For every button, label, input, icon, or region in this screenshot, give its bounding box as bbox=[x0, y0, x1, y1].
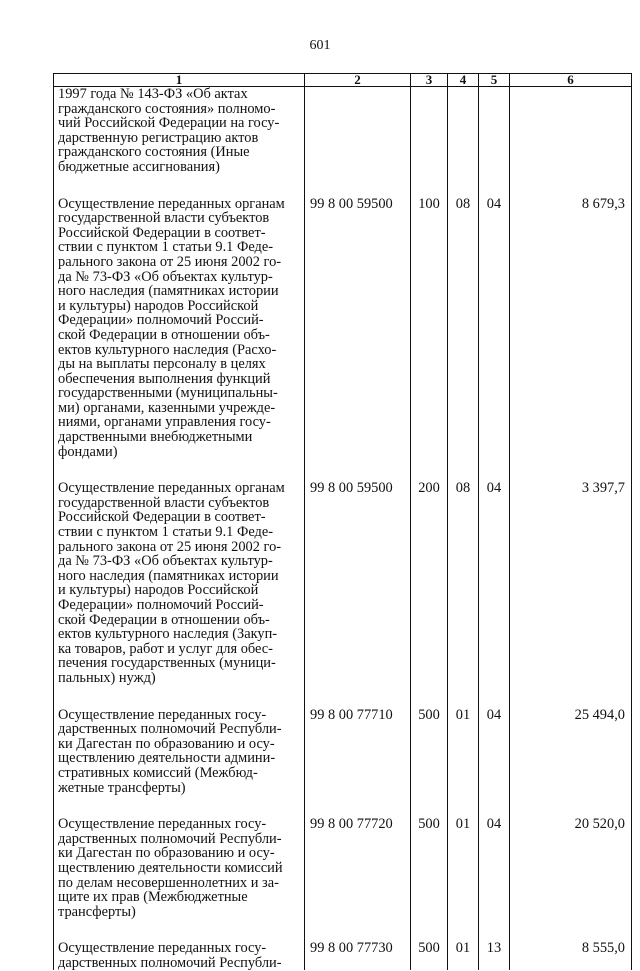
spacer-cell bbox=[411, 795, 448, 817]
expense-name-line: стративных комиссий (Межбюд- bbox=[58, 764, 258, 781]
expense-name-line: рального закона от 25 июня 2002 го- bbox=[58, 253, 282, 270]
expense-name-line: Федерации» полномочий Россий- bbox=[58, 597, 264, 613]
expense-name-line: трансферты) bbox=[58, 903, 136, 920]
spacer-cell bbox=[448, 686, 479, 708]
expense-name-line: ми) органами, казенными учрежде- bbox=[58, 399, 276, 416]
spacer-cell bbox=[479, 175, 510, 197]
table-row bbox=[54, 708, 632, 796]
table-row bbox=[54, 87, 632, 175]
expense-name-line: пальных) нужд) bbox=[58, 669, 156, 686]
spacer-cell bbox=[510, 686, 632, 708]
expense-name-cell bbox=[54, 817, 305, 919]
column-header-6: 6 bbox=[510, 74, 632, 87]
expense-name-line: ки Дагестан по образованию и осу- bbox=[58, 735, 275, 752]
expense-name-line: Российской Федерации в соответ- bbox=[58, 509, 266, 526]
program-code-cell: 99 8 00 59500 bbox=[305, 481, 411, 685]
expense-name-line: обеспечения выполнения функций bbox=[58, 370, 271, 387]
expense-name-line: 1997 года № 143-ФЗ «Об актах bbox=[58, 86, 248, 102]
spacer-cell bbox=[305, 175, 411, 197]
amount-cell: 20 520,0 bbox=[510, 817, 632, 919]
spacer-cell bbox=[510, 795, 632, 817]
spacer-cell bbox=[54, 795, 305, 817]
spacer-cell bbox=[448, 175, 479, 197]
expense-type-cell: 500 bbox=[411, 817, 448, 919]
expense-name-line: ки Дагестан по образованию и осу- bbox=[58, 845, 275, 862]
expense-name-line: Осуществление переданных госу- bbox=[58, 706, 267, 723]
spacer-cell bbox=[510, 459, 632, 481]
expense-name-line: печения государственных (муници- bbox=[58, 655, 276, 672]
section-cell: 01 bbox=[448, 941, 479, 970]
table-row bbox=[54, 481, 632, 685]
expense-name-line: ектов культурного наследия (Расхо- bbox=[58, 341, 277, 358]
spacer-cell bbox=[54, 919, 305, 941]
row-spacer bbox=[54, 175, 632, 197]
expense-name-line: государственной власти субъектов bbox=[58, 494, 270, 511]
budget-table bbox=[53, 73, 632, 970]
table-row bbox=[54, 197, 632, 460]
expense-name-cell bbox=[54, 941, 305, 970]
expense-name-line: гражданского состояния (Иные bbox=[58, 144, 250, 161]
expense-name-line: ской Федерации в отношении объ- bbox=[58, 611, 270, 628]
spacer-cell bbox=[305, 795, 411, 817]
expense-name-line: ниями, органами управления госу- bbox=[58, 414, 271, 431]
expense-name-line: Осуществление переданных госу- bbox=[58, 940, 267, 957]
expense-name-line: ного наследия (памятниках истории bbox=[58, 283, 279, 300]
subsection-cell: 13 bbox=[479, 941, 510, 970]
spacer-cell bbox=[411, 919, 448, 941]
subsection-cell bbox=[479, 87, 510, 175]
expense-name-cell bbox=[54, 87, 305, 175]
expense-name-line: да № 73-ФЗ «Об объектах культур- bbox=[58, 268, 273, 285]
table-row bbox=[54, 941, 632, 970]
expense-name-line: гражданского состояния» полномо- bbox=[58, 100, 276, 117]
expense-name-line: и культуры) народов Российской bbox=[58, 582, 259, 599]
expense-name-line: ствии с пунктом 1 статьи 9.1 Феде- bbox=[58, 524, 274, 541]
expense-name-line: жетные трансферты) bbox=[58, 779, 186, 796]
spacer-cell bbox=[305, 686, 411, 708]
expense-name-line: дарственную регистрацию актов bbox=[58, 129, 259, 146]
section-cell: 01 bbox=[448, 817, 479, 919]
spacer-cell bbox=[54, 686, 305, 708]
expense-name-line: да № 73-ФЗ «Об объектах культур- bbox=[58, 553, 273, 570]
expense-name-line: ектов культурного наследия (Закуп- bbox=[58, 626, 278, 643]
expense-name-line: Осуществление переданных органам bbox=[58, 480, 285, 497]
subsection-cell: 04 bbox=[479, 708, 510, 796]
expense-name-line: ка товаров, работ и услуг для обес- bbox=[58, 640, 273, 657]
program-code-cell: 99 8 00 59500 bbox=[305, 197, 411, 460]
expense-type-cell: 500 bbox=[411, 708, 448, 796]
expense-name-line: ской Федерации в отношении объ- bbox=[58, 326, 270, 343]
expense-name-line: ного наследия (памятниках истории bbox=[58, 567, 279, 584]
column-header-1: 1 bbox=[54, 74, 305, 87]
spacer-cell bbox=[411, 686, 448, 708]
amount-cell: 3 397,7 bbox=[510, 481, 632, 685]
row-spacer bbox=[54, 795, 632, 817]
spacer-cell bbox=[54, 459, 305, 481]
amount-cell: 8 679,3 bbox=[510, 197, 632, 460]
spacer-cell bbox=[411, 175, 448, 197]
expense-name-line: Федерации» полномочий Россий- bbox=[58, 312, 264, 329]
amount-cell: 8 555,0 bbox=[510, 941, 632, 970]
expense-name-line: дарственных полномочий Республи- bbox=[58, 830, 282, 847]
spacer-cell bbox=[479, 686, 510, 708]
program-code-cell: 99 8 00 77730 bbox=[305, 941, 411, 970]
expense-name-line: государственными (муниципальны- bbox=[58, 385, 278, 402]
subsection-cell: 04 bbox=[479, 817, 510, 919]
program-code-cell bbox=[305, 87, 411, 175]
column-header-5: 5 bbox=[479, 74, 510, 87]
row-spacer bbox=[54, 919, 632, 941]
row-spacer bbox=[54, 459, 632, 481]
section-cell: 08 bbox=[448, 481, 479, 685]
expense-name-line: государственной власти субъектов bbox=[58, 210, 270, 227]
expense-type-cell: 500 bbox=[411, 941, 448, 970]
expense-name-line: щите их прав (Межбюджетные bbox=[58, 889, 248, 906]
spacer-cell bbox=[305, 459, 411, 481]
page-number: 601 bbox=[309, 38, 331, 53]
row-spacer bbox=[54, 686, 632, 708]
section-cell: 01 bbox=[448, 708, 479, 796]
subsection-cell: 04 bbox=[479, 481, 510, 685]
table-row bbox=[54, 817, 632, 919]
expense-name-line: дарственных полномочий Республи- bbox=[58, 721, 282, 738]
expense-name-line: рального закона от 25 июня 2002 го- bbox=[58, 538, 282, 555]
expense-name-cell bbox=[54, 708, 305, 796]
expense-name-line: по делам несовершеннолетних и за- bbox=[58, 874, 279, 891]
expense-name-line: Российской Федерации в соответ- bbox=[58, 224, 266, 241]
spacer-cell bbox=[479, 459, 510, 481]
amount-cell bbox=[510, 87, 632, 175]
column-header-3: 3 bbox=[411, 74, 448, 87]
program-code-cell: 99 8 00 77720 bbox=[305, 817, 411, 919]
expense-type-cell: 200 bbox=[411, 481, 448, 685]
amount-cell: 25 494,0 bbox=[510, 708, 632, 796]
expense-name-cell bbox=[54, 197, 305, 460]
spacer-cell bbox=[479, 919, 510, 941]
spacer-cell bbox=[479, 795, 510, 817]
expense-name-line: дарственных полномочий Республи- bbox=[58, 954, 282, 971]
expense-name-line: и культуры) народов Российской bbox=[58, 297, 259, 314]
spacer-cell bbox=[448, 459, 479, 481]
section-cell bbox=[448, 87, 479, 175]
expense-name-line: ществлению деятельности комиссий bbox=[58, 859, 283, 876]
expense-name-cell bbox=[54, 481, 305, 685]
expense-name-line: ды на выплаты персоналу в целях bbox=[58, 356, 266, 373]
spacer-cell bbox=[54, 175, 305, 197]
spacer-cell bbox=[305, 919, 411, 941]
program-code-cell: 99 8 00 77710 bbox=[305, 708, 411, 796]
expense-name-line: дарственными внебюджетными bbox=[58, 429, 253, 446]
spacer-cell bbox=[448, 919, 479, 941]
spacer-cell bbox=[448, 795, 479, 817]
spacer-cell bbox=[510, 919, 632, 941]
expense-name-line: чий Российской Федерации на госу- bbox=[58, 115, 280, 132]
subsection-cell: 04 bbox=[479, 197, 510, 460]
expense-name-line: Осуществление переданных органам bbox=[58, 195, 285, 212]
expense-name-line: фондами) bbox=[58, 443, 118, 460]
spacer-cell bbox=[411, 459, 448, 481]
expense-name-line: бюджетные ассигнования) bbox=[58, 158, 220, 175]
expense-name-line: ществлению деятельности админи- bbox=[58, 750, 276, 767]
column-header-4: 4 bbox=[448, 74, 479, 87]
table-body bbox=[54, 87, 632, 971]
expense-type-cell bbox=[411, 87, 448, 175]
header-row bbox=[54, 74, 632, 87]
expense-type-cell: 100 bbox=[411, 197, 448, 460]
expense-name-line: Осуществление переданных госу- bbox=[58, 816, 267, 833]
expense-name-line: ствии с пунктом 1 статьи 9.1 Феде- bbox=[58, 239, 274, 256]
spacer-cell bbox=[510, 175, 632, 197]
section-cell: 08 bbox=[448, 197, 479, 460]
column-header-2: 2 bbox=[305, 74, 411, 87]
